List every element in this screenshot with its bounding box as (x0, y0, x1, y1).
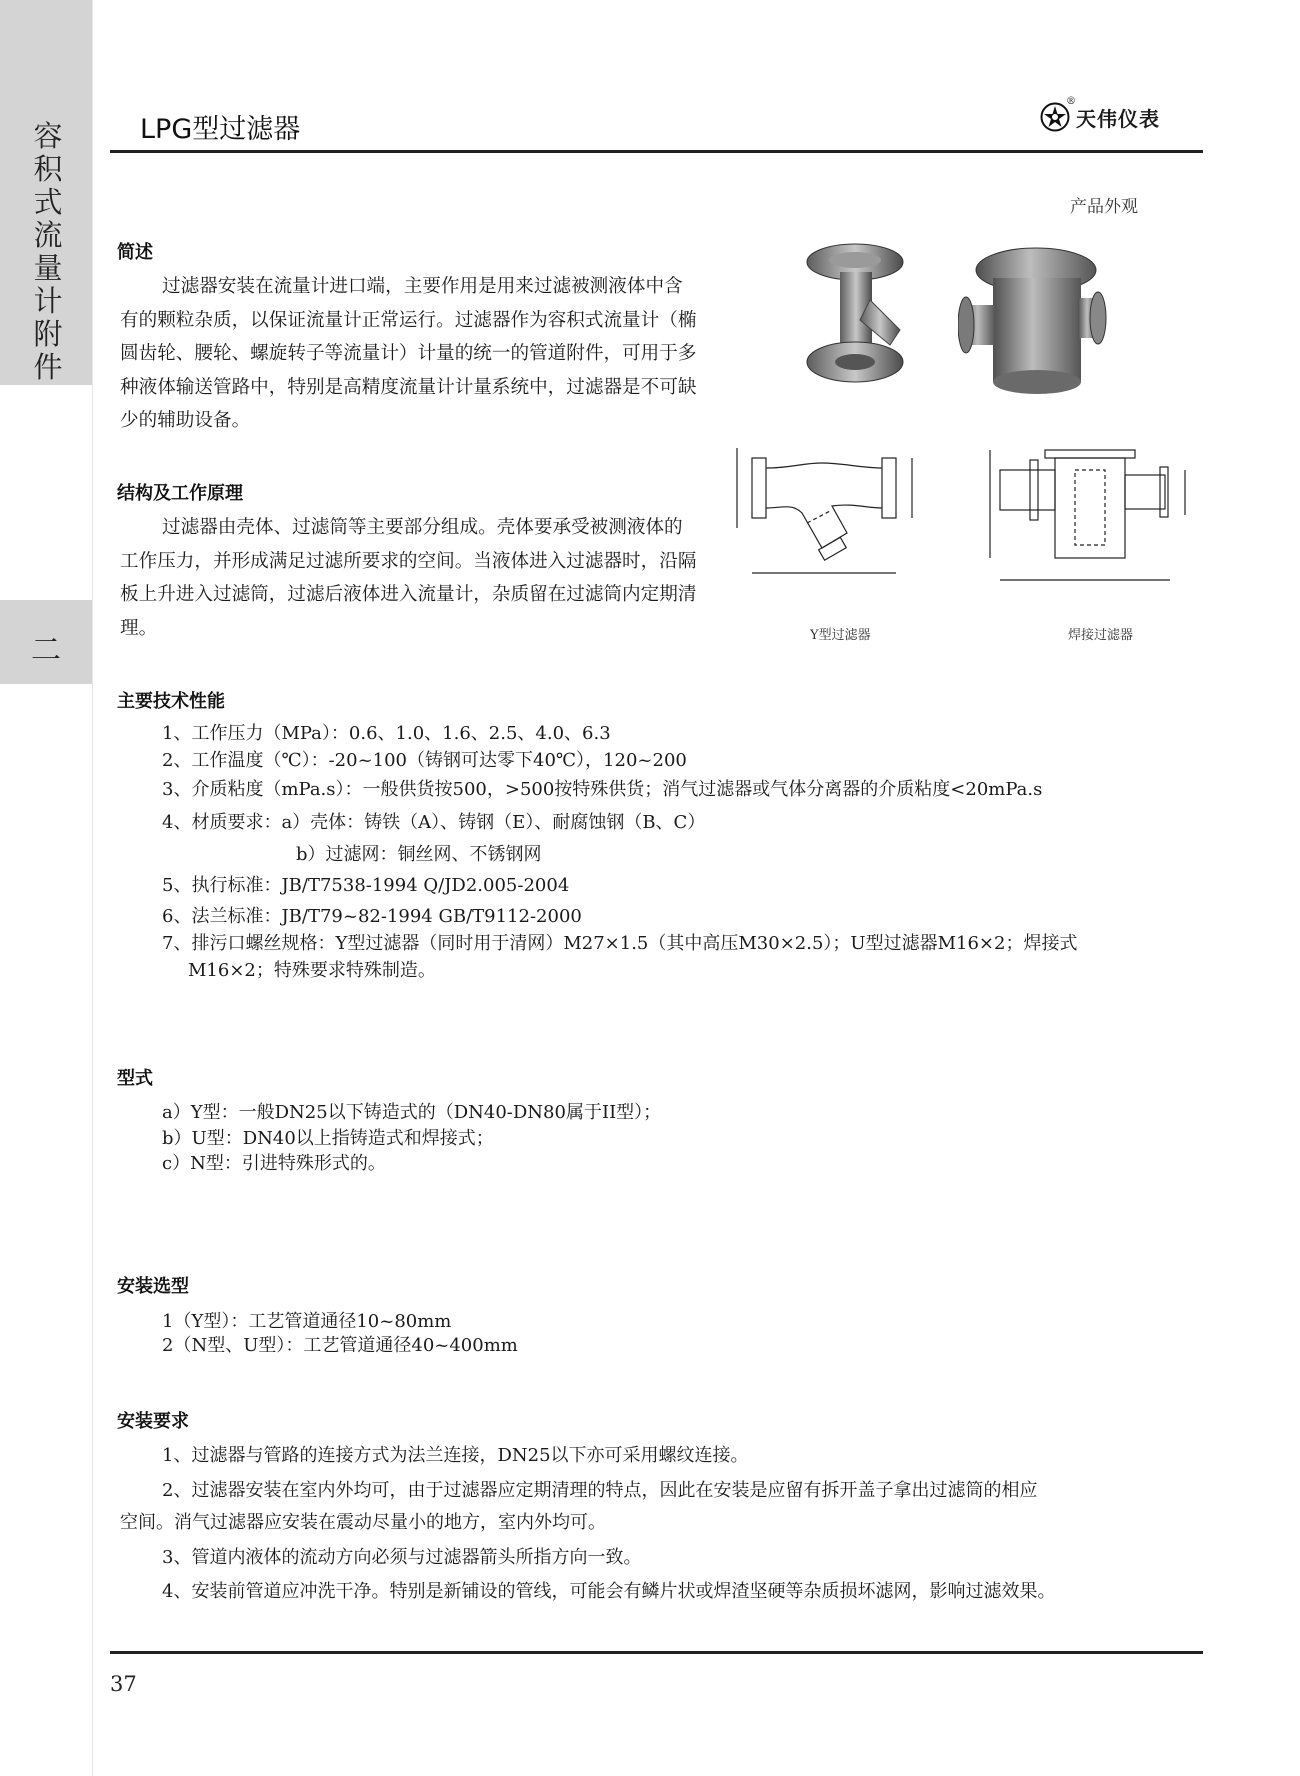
page-title: LPG型过滤器 (140, 114, 301, 145)
install-line: 3、管道内液体的流动方向必须与过滤器箭头所指方向一致。 (162, 1547, 642, 1568)
section-heading-structure: 结构及工作原理 (117, 483, 243, 504)
section-heading-specs: 主要技术性能 (117, 691, 225, 712)
spec-line: b）过滤网：铜丝网、不锈钢网 (296, 844, 542, 865)
section-heading-install: 安装要求 (117, 1411, 189, 1432)
sidebar-divider (92, 0, 93, 1776)
y-filter-photo (800, 240, 920, 390)
selection-line: 1（Y型）：工艺管道通径10~80mm (162, 1311, 452, 1332)
page-number: 37 (110, 1672, 137, 1696)
brand-name: 天伟仪表 (1076, 106, 1160, 131)
spec-line: 5、执行标准：JB/T7538-1994 Q/JD2.005-2004 (162, 875, 570, 896)
type-line: c）N型：引进特殊形式的。 (162, 1153, 386, 1174)
sidebar-chapter-title: 容积式流量计附件 (33, 119, 63, 384)
install-line: 1、过滤器与管路的连接方式为法兰连接，DN25以下亦可采用螺纹连接。 (162, 1445, 749, 1466)
section-heading-selection: 安装选型 (117, 1276, 189, 1297)
install-line: 4、安装前管道应冲洗干净。特别是新铺设的管线，可能会有鳞片状或焊渣坚硬等杂质损坏滤网，影响过滤效果。 (162, 1581, 1056, 1602)
welded-filter-drawing (985, 435, 1195, 590)
welded-filter-photo (958, 240, 1108, 400)
footer-rule (110, 1651, 1203, 1654)
registered-mark: ® (1066, 96, 1076, 107)
caption-welded-filter: 焊接过滤器 (1068, 628, 1134, 643)
brand-logo (1040, 96, 1160, 132)
spec-line: 4、材质要求：a）壳体：铸铁（A）、铸钢（E）、耐腐蚀钢（B、C） (162, 812, 706, 833)
spec-line: 2、工作温度（℃）：-20~100（铸钢可达零下40℃），120~200 (162, 750, 687, 771)
install-line: 2、过滤器安装在室内外均可，由于过滤器应定期清理的特点，因此在安装是应留有拆开盖子拿出过滤筒的相应 (162, 1480, 1038, 1501)
appearance-label: 产品外观 (1070, 197, 1138, 217)
sidebar-chapter-number: 二 (31, 633, 61, 668)
header-rule (110, 150, 1203, 153)
spec-line: M16×2；特殊要求特殊制造。 (188, 960, 436, 981)
section-heading-overview: 简述 (117, 242, 153, 263)
spec-line: 6、法兰标准：JB/T79~82-1994 GB/T9112-2000 (162, 906, 582, 927)
type-line: a）Y型：一般DN25以下铸造式的（DN40-DN80属于II型）； (162, 1102, 662, 1123)
selection-line: 2（N型、U型）：工艺管道通径40~400mm (162, 1335, 518, 1356)
y-filter-drawing (722, 438, 922, 588)
section-heading-types: 型式 (117, 1068, 153, 1089)
spec-line: 3、介质粘度（mPa.s）：一般供货按500，>500按特殊供货；消气过滤器或气体分离器的介质粘度<20mPa.s (162, 779, 1043, 800)
type-line: b）U型：DN40以上指铸造式和焊接式； (162, 1128, 494, 1149)
caption-y-filter: Y型过滤器 (810, 628, 871, 643)
overview-text: 过滤器安装在流量计进口端，主要作用是用来过滤被测液体中含有的颗粒杂质，以保证流量计正常运行。过滤器作为容积式流量计（椭圆齿轮、腰轮、螺旋转子等流量计）计量的统一的管道附件，可用于多种液体输送管路中，特别是高精度流量计计量系统中，过滤器是不可缺少的辅助设备。 (120, 276, 697, 431)
spec-line: 7、排污口螺丝规格：Y型过滤器（同时用于清网）M27×1.5（其中高压M30×2.5）；U型过滤器M16×2；焊接式 (162, 933, 1078, 954)
structure-text: 过滤器由壳体、过滤筒等主要部分组成。壳体要承受被测液体的工作压力，并形成满足过滤所要求的空间。当液体进入过滤器时，沿隔板上升进入过滤筒，过滤后液体进入流量计，杂质留在过滤筒内定期清理。 (120, 517, 697, 639)
install-line: 空间。消气过滤器应安装在震动尽量小的地方，室内外均可。 (120, 1512, 606, 1533)
spec-line: 1、工作压力（MPa）：0.6、1.0、1.6、2.5、4.0、6.3 (162, 723, 611, 744)
